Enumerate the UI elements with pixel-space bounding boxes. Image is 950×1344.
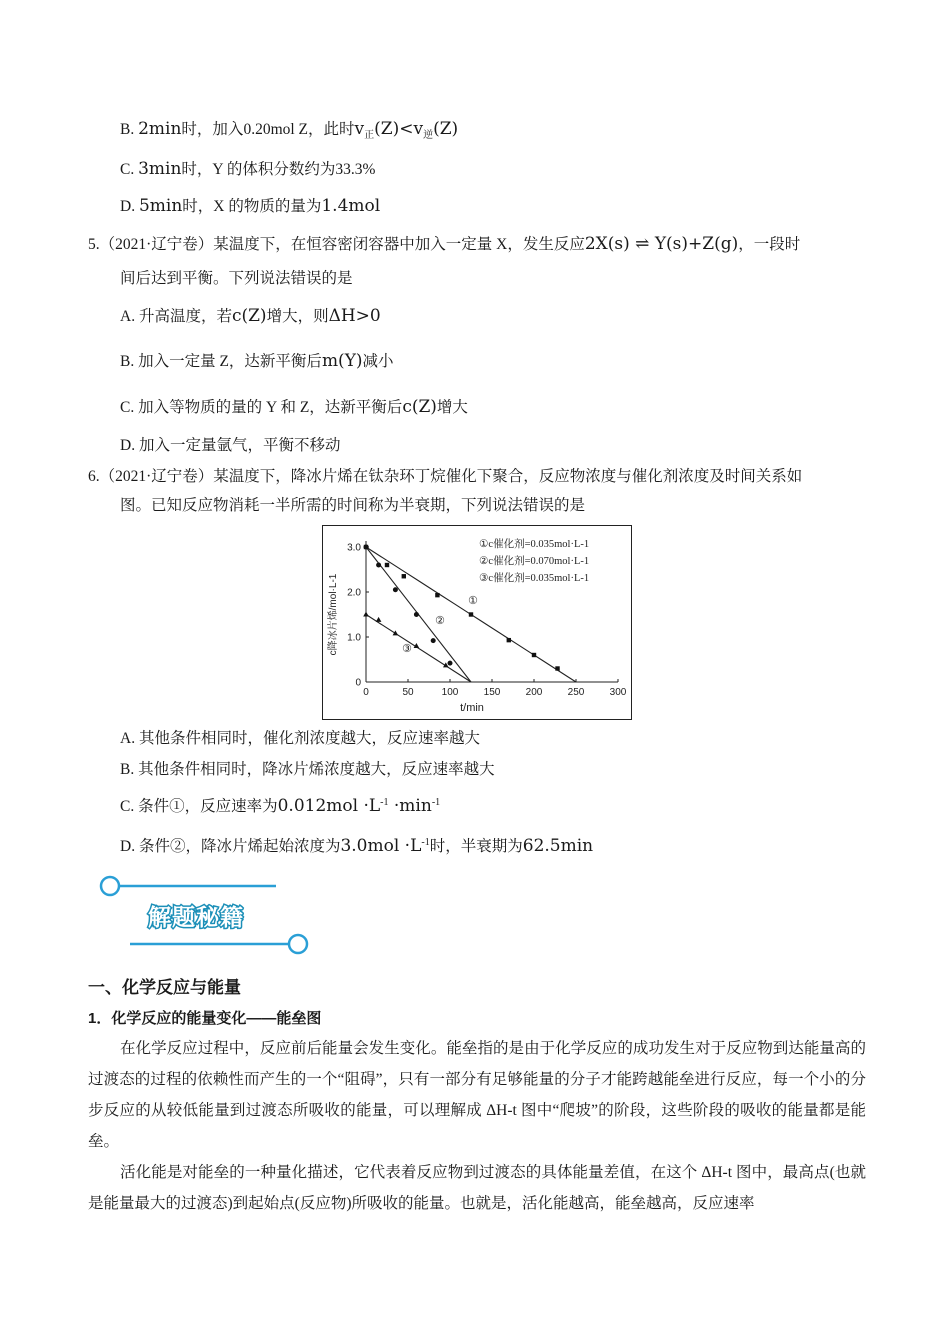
q6-option-c: C. 条件①，反应速率为$0.012mol \cdot L^{-1} \cdot\min^{-1}$ (120, 796, 441, 817)
tips-banner (90, 868, 320, 968)
data-point-square (507, 638, 511, 642)
q6-option-d: D. 条件②，降冰片烯起始浓度为$3.0mol \cdot L^{-1}$时，半衰期为62.5min (120, 836, 594, 857)
data-point-square (555, 666, 559, 670)
data-point-square (385, 563, 389, 567)
q6-stem: 6.（2021·辽宁卷）某温度下，降冰片烯在钛杂环丁烷催化下聚合，反应物浓度与催化剂浓度及时间关系如 (88, 468, 803, 485)
data-point-circle (448, 661, 453, 666)
data-point-circle (431, 638, 436, 643)
paragraph-2: 活化能是对能垒的一种量化描述，它代表着反应物到过渡态的具体能量差值，在这个 ΔH-t 图中，最高点(也就是能量最大的过渡态)到起始点(反应物)所吸收的能量。也就是，活化能越高，能垒越高，反应速率 (88, 1164, 866, 1212)
q6-option-b: B. 其他条件相同时，降冰片烯浓度越大，反应速率越大 (120, 761, 495, 778)
chart-frame (323, 526, 632, 720)
data-point-square (469, 612, 473, 616)
x-tick-label: 200 (525, 687, 543, 698)
y-axis-label: c降冰片烯/mol·L-1 (328, 573, 339, 656)
banner-title: 解题秘籍 (148, 904, 244, 930)
data-point-circle (393, 587, 398, 592)
data-point-circle (376, 563, 381, 568)
q5-option-a: A. 升高温度，若c(Z)增大，则ΔH>0 (120, 306, 381, 326)
paragraph-1: 在化学反应过程中，反应前后能量会发生变化。能垒指的是由于化学反应的成功发生对于反应物到达能量高的过渡态的过程的依赖性而产生的一个“阻碍”，只有一部分有足够能量的分子才能跨越能垒进行反应，每一个小的分步反应的从较低能量到过渡态所吸收的能量，可以理解成 ΔH-t 图中“爬坡”的阶段，这些阶段的吸收的能量都是能垒。 (88, 1040, 866, 1150)
q6-stem-cont: 图。已知反应物消耗一半所需的时间称为半衰期，下列说法错误的是 (120, 497, 586, 514)
banner-circle-right (289, 935, 307, 953)
x-tick-label: 300 (609, 687, 627, 698)
series-label: ① (468, 595, 478, 607)
x-tick-label: 150 (483, 687, 501, 698)
q6-option-a: A. 其他条件相同时，催化剂浓度越大，反应速率越大 (120, 730, 480, 747)
data-point-circle (364, 545, 369, 550)
x-tick-label: 50 (402, 687, 414, 698)
q5-option-d: D. 加入一定量氩气，平衡不移动 (120, 437, 341, 454)
q4-option-d: D. 5min时，X 的物质的量为1.4mol (120, 196, 381, 216)
x-axis-label: t/min (460, 702, 484, 714)
x-tick-label: 0 (363, 687, 369, 698)
series-label: ③ (402, 643, 412, 655)
y-tick-label: 1.0 (347, 632, 361, 644)
concentration-time-chart (322, 525, 632, 720)
subsection-heading: 1．化学反应的能量变化——能垒图 (88, 1010, 322, 1027)
y-tick-label: 0 (355, 677, 361, 689)
x-tick-label: 100 (441, 687, 459, 698)
q5-stem: 5.（2021·辽宁卷）某温度下，在恒容密闭容器中加入一定量 X，发生反应2X(s) ⇌ Y(s)+Z(g)，一段时 (88, 234, 801, 254)
data-point-square (402, 574, 406, 578)
data-point-circle (414, 612, 419, 617)
legend-entry: ②c催化剂=0.070mol·L-1 (479, 556, 590, 567)
y-tick-label: 2.0 (347, 587, 361, 599)
y-tick-label: 3.0 (347, 542, 361, 554)
legend-entry: ①c催化剂=0.035mol·L-1 (479, 539, 590, 550)
q5-option-b: B. 加入一定量 Z，达新平衡后m(Y)减小 (120, 351, 394, 371)
q4-option-c: C. 3min时，Y 的体积分数约为33.3% (120, 159, 376, 179)
section-heading: 一、化学反应与能量 (88, 978, 241, 997)
series-label: ② (435, 615, 445, 627)
data-point-square (532, 653, 536, 657)
banner-circle-left (101, 877, 119, 895)
q5-stem-cont: 间后达到平衡。下列说法错误的是 (120, 270, 353, 287)
x-tick-label: 250 (567, 687, 585, 698)
data-point-square (435, 593, 439, 597)
q4-option-b: B. 2min时，加入0.20mol Z，此时$v_正(Z)<v_逆(Z)$ (120, 119, 459, 142)
legend-entry: ③c催化剂=0.035mol·L-1 (479, 573, 590, 584)
q5-option-c: C. 加入等物质的量的 Y 和 Z，达新平衡后c(Z)增大 (120, 397, 468, 417)
